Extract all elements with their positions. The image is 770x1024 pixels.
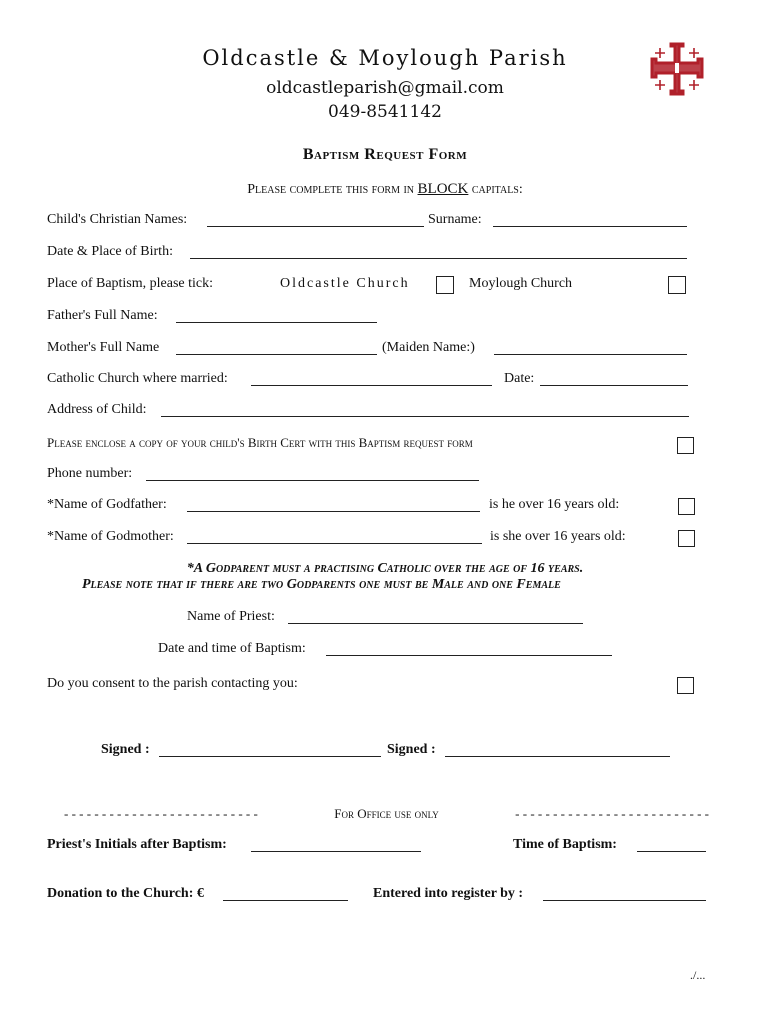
time-of-baptism-label: Time of Baptism:: [513, 837, 617, 852]
godfather-field[interactable]: [187, 497, 480, 512]
parish-phone: 049-8541142: [328, 102, 442, 122]
datetime-field[interactable]: [326, 641, 612, 656]
page-continuation-mark: ./...: [690, 968, 706, 982]
christian-names-label: Child's Christian Names:: [47, 212, 188, 227]
register-field[interactable]: [543, 886, 706, 901]
birth-cert-label: Please enclose a copy of your child's Birth Cert with this Baptism request form: [47, 435, 473, 450]
godmother-age-checkbox[interactable]: [678, 530, 695, 547]
phone-field[interactable]: [146, 466, 479, 481]
godmother-age-label: is she over 16 years old:: [490, 529, 626, 544]
oldcastle-label: Oldcastle Church: [280, 276, 410, 291]
surname-field[interactable]: [493, 212, 687, 227]
signed-label-1: Signed :: [101, 742, 150, 757]
father-field[interactable]: [176, 308, 377, 323]
office-divider: [64, 806, 709, 822]
time-of-baptism-field[interactable]: [637, 837, 706, 852]
office-dashes-right: - - - - - - - - - - - - - - - - - - - - - - - - - -: [515, 806, 709, 821]
birth-cert-checkbox[interactable]: [677, 437, 694, 454]
priest-initials-label: Priest's Initials after Baptism:: [47, 837, 227, 852]
priest-initials-field[interactable]: [251, 837, 421, 852]
godparent-note-1: *A Godparent must a practising Catholic over the age of 16 years.: [186, 561, 584, 576]
register-label: Entered into register by :: [373, 886, 524, 901]
address-label: Address of Child:: [47, 402, 147, 417]
address-field[interactable]: [161, 402, 689, 417]
instruction-post: capitals:: [471, 182, 523, 197]
godfather-age-checkbox[interactable]: [678, 498, 695, 515]
father-label: Father's Full Name:: [47, 308, 158, 323]
consent-checkbox[interactable]: [677, 677, 694, 694]
godmother-field[interactable]: [187, 529, 482, 544]
mother-field[interactable]: [176, 340, 377, 355]
moylough-checkbox[interactable]: [668, 276, 686, 294]
moylough-label: Moylough Church: [469, 276, 573, 291]
jerusalem-cross-icon: [646, 40, 708, 98]
form-title: Baptism Request Form: [302, 146, 468, 163]
instruction-pre: Please complete this form in: [247, 182, 415, 197]
donation-field[interactable]: [223, 886, 348, 901]
godfather-age-label: is he over 16 years old:: [489, 497, 620, 512]
mother-label: Mother's Full Name: [47, 340, 160, 355]
christian-names-field[interactable]: [207, 212, 424, 227]
dob-label: Date & Place of Birth:: [47, 244, 173, 259]
signed-label-2: Signed :: [387, 742, 436, 757]
form-instruction: [0, 181, 770, 198]
signature-field-2[interactable]: [445, 742, 670, 757]
godmother-label: *Name of Godmother:: [47, 529, 174, 544]
phone-label: Phone number:: [47, 466, 133, 481]
married-date-field[interactable]: [540, 371, 688, 386]
oldcastle-checkbox[interactable]: [436, 276, 454, 294]
married-label: Catholic Church where married:: [47, 371, 228, 386]
signature-field-1[interactable]: [159, 742, 381, 757]
donation-label: Donation to the Church: €: [47, 886, 204, 901]
married-field[interactable]: [251, 371, 492, 386]
office-dashes-left: - - - - - - - - - - - - - - - - - - - - - - - - - -: [64, 806, 258, 821]
priest-label: Name of Priest:: [187, 609, 275, 624]
priest-field[interactable]: [288, 609, 583, 624]
parish-title: Oldcastle & Moylough Parish: [202, 46, 568, 70]
parish-email: oldcastleparish@gmail.com: [266, 78, 504, 98]
godparent-note-2: Please note that if there are two Godparents one must be Male and one Female: [82, 577, 561, 592]
office-heading: For Office use only: [334, 806, 439, 821]
instruction-block: BLOCK: [417, 181, 469, 197]
dob-field[interactable]: [190, 244, 687, 259]
surname-label: Surname:: [428, 212, 482, 227]
married-date-label: Date:: [504, 371, 535, 386]
maiden-label: (Maiden Name:): [382, 340, 475, 355]
place-label: Place of Baptism, please tick:: [47, 276, 214, 291]
godfather-label: *Name of Godfather:: [47, 497, 167, 512]
consent-label: Do you consent to the parish contacting you:: [47, 676, 298, 691]
maiden-field[interactable]: [494, 340, 687, 355]
datetime-label: Date and time of Baptism:: [158, 641, 306, 656]
